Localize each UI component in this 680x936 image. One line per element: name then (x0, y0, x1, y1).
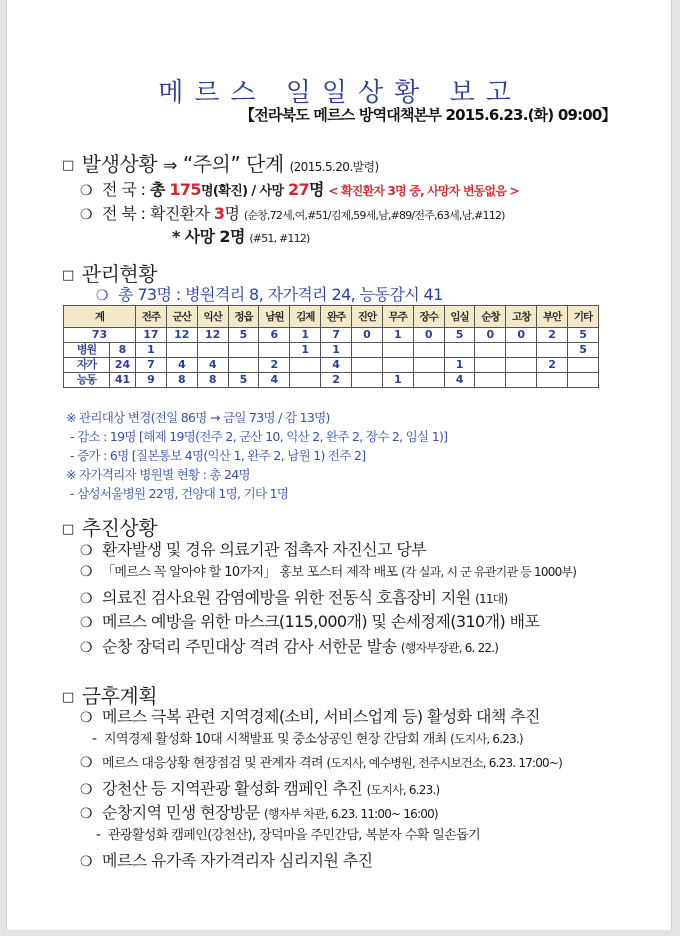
checkbox-square-icon: □ (62, 522, 74, 537)
section-title: 발생상황 (81, 152, 158, 176)
header-region: 고창 (506, 306, 537, 328)
item-note: (도지사, 6.23.) (366, 783, 440, 797)
circle-bullet-icon: ❍ (80, 564, 92, 580)
jeonbuk-text: 확진환자 (149, 204, 210, 223)
national-note: < 확진환자 3명 중, 사망자 변동없음 > (328, 184, 519, 198)
cell-total: 73 (64, 328, 136, 343)
circle-bullet-icon: ❍ (80, 640, 92, 656)
row-total: 41 (110, 373, 136, 388)
table-row-total (64, 328, 599, 343)
item-text: 지역경제 활성화 10대 시책발표 및 중소상공인 현장 간담회 개최 (104, 732, 447, 747)
cell: 1 (321, 343, 352, 358)
header-region: 김제 (290, 306, 321, 328)
cell: 4 (444, 373, 475, 388)
checkbox-square-icon: □ (62, 690, 74, 705)
item-note: (도지사, 6.23.) (450, 732, 523, 746)
national-death-count: 27 (287, 180, 310, 199)
item-text: 메르스 극복 관련 지역경제(소비, 서비스업계 등) 활성화 대책 추진 (102, 707, 540, 726)
cell: 5 (228, 328, 259, 343)
cell: 2 (321, 373, 352, 388)
cell (537, 343, 568, 358)
cell: 12 (166, 328, 197, 343)
dash-bullet-icon: - (92, 731, 97, 747)
circle-bullet-icon: ❍ (80, 782, 92, 798)
cell (352, 373, 383, 388)
cell: 4 (197, 358, 228, 373)
death-line: * 사망 2명 (172, 227, 245, 246)
header-region: 순창 (475, 306, 506, 328)
cell: 1 (136, 343, 167, 358)
cell: 8 (197, 373, 228, 388)
management-table (63, 305, 599, 388)
item-text: 「메르스 꼭 알아야 할 10가지」 홍보 포스터 제작 배포 (102, 565, 398, 580)
circle-bullet-icon: ❍ (80, 755, 92, 771)
cell (506, 373, 537, 388)
cell: 5 (228, 373, 259, 388)
list-item (80, 704, 540, 727)
alert-stage: “주의” 단계 (182, 152, 284, 176)
list-item (80, 561, 576, 580)
cell: 9 (136, 373, 167, 388)
row-label: 자가 (64, 358, 110, 373)
list-item (80, 585, 507, 608)
cell (382, 343, 413, 358)
cell: 1 (444, 358, 475, 373)
jeonbuk-status-line (80, 201, 505, 224)
cell: 0 (413, 328, 444, 343)
list-item (80, 609, 539, 632)
cell (290, 358, 321, 373)
cell (352, 358, 383, 373)
header-region: 남원 (259, 306, 290, 328)
header-region: 정읍 (228, 306, 259, 328)
table-row (64, 358, 599, 373)
header-region: 완주 (321, 306, 352, 328)
cell: 5 (568, 328, 599, 343)
cell: 2 (537, 358, 568, 373)
header-region: 장수 (413, 306, 444, 328)
cell: 7 (136, 358, 167, 373)
header-region: 무주 (382, 306, 413, 328)
cell: 5 (444, 328, 475, 343)
cell (166, 343, 197, 358)
item-text: 메르스 유가족 자가격리자 심리지원 추진 (102, 851, 373, 870)
cell: 4 (321, 358, 352, 373)
circle-bullet-icon: ❍ (80, 806, 92, 822)
list-item (80, 776, 439, 799)
cell: 0 (352, 328, 383, 343)
circle-bullet-icon: ❍ (80, 615, 92, 631)
item-text: 강천산 등 지역관광 활성화 캠페인 추진 (102, 779, 363, 798)
header-region: 부안 (537, 306, 568, 328)
national-status-line (80, 177, 519, 200)
list-item (96, 824, 480, 843)
list-item (80, 537, 426, 560)
stage-note: (2015.5.20.발령) (289, 160, 379, 174)
cell: 0 (475, 328, 506, 343)
management-summary (96, 282, 443, 305)
management-note: - 증가 : 6명 [질본통보 4명(익산 1, 완주 2, 남원 1) 전주 2] (70, 448, 366, 463)
item-note: (11대) (475, 592, 508, 606)
management-note: ※ 자가격리자 병원별 현황 : 총 24명 (66, 467, 250, 482)
cell (382, 358, 413, 373)
cell (475, 358, 506, 373)
list-item (80, 752, 562, 771)
circle-bullet-icon: ❍ (80, 591, 92, 607)
national-label: 전 국 : (102, 180, 146, 199)
item-note: (행자부 차관, 6.23. 11:00~ 16:00) (264, 807, 438, 821)
deaths-suffix: 명 (309, 180, 324, 199)
cell (413, 358, 444, 373)
header-region: 기타 (568, 306, 599, 328)
cell: 1 (290, 343, 321, 358)
cell: 4 (166, 358, 197, 373)
cell: 4 (259, 373, 290, 388)
cell: 7 (321, 328, 352, 343)
item-note: (행자부장관, 6. 22.) (400, 641, 499, 655)
table-header-row (64, 306, 599, 328)
list-item (80, 800, 438, 823)
row-label: 능동 (64, 373, 110, 388)
table-row (64, 343, 599, 358)
cell (444, 343, 475, 358)
circle-bullet-icon: ❍ (80, 183, 92, 199)
cell: 5 (568, 343, 599, 358)
header-region: 익산 (197, 306, 228, 328)
cell (506, 343, 537, 358)
management-note: - 삼성서울병원 22명, 건양대 1명, 기타 1명 (70, 486, 289, 501)
item-note: (도지사, 예수병원, 전주시보건소, 6.23. 17:00~) (326, 756, 563, 770)
count-suffix: 명 (224, 204, 240, 223)
header-region: 군산 (166, 306, 197, 328)
row-total: 24 (110, 358, 136, 373)
document-title: 메르스 일일상황 보고 (158, 78, 522, 108)
cell (228, 358, 259, 373)
management-note: ※ 관리대상 변경(전일 86명 → 금일 73명 / 감 13명) (66, 410, 330, 425)
cell: 2 (537, 328, 568, 343)
section-occurrence-heading (62, 148, 379, 177)
circle-bullet-icon: ❍ (80, 854, 92, 870)
cell: 12 (197, 328, 228, 343)
list-item (80, 848, 373, 871)
item-text: 순창지역 민생 현장방문 (102, 803, 260, 822)
item-text: 관광활성화 캠페인(강천산), 장덕마을 주민간담, 복분자 수확 일손돕기 (108, 828, 481, 843)
header-total: 계 (64, 306, 136, 328)
arrow-icon: ⇒ (163, 156, 177, 176)
header-region: 진안 (352, 306, 383, 328)
list-item (80, 634, 498, 657)
section-title: 금후계획 (81, 684, 158, 708)
item-text: 환자발생 및 경유 의료기관 접촉자 자진신고 당부 (102, 540, 427, 559)
cell: 2 (259, 358, 290, 373)
death-ids: (#51, #112) (249, 232, 310, 245)
circle-bullet-icon: ❍ (80, 710, 92, 726)
circle-bullet-icon: ❍ (80, 543, 92, 559)
summary-text: 총 73명 : 병원격리 8, 자가격리 24, 능동감시 41 (118, 285, 443, 304)
cell (290, 373, 321, 388)
checkbox-square-icon: □ (62, 158, 74, 173)
cell: 17 (136, 328, 167, 343)
document-subtitle: 【전라북도 메르스 방역대책본부 2015.6.23.(화) 09:00】 (240, 106, 616, 124)
cell: 1 (290, 328, 321, 343)
cell (475, 343, 506, 358)
cell (413, 343, 444, 358)
table-row (64, 373, 599, 388)
confirmed-suffix: 명(확진) / 사망 (200, 184, 284, 199)
cell (506, 358, 537, 373)
cell (228, 343, 259, 358)
row-total: 8 (110, 343, 136, 358)
cell: 1 (382, 373, 413, 388)
checkbox-square-icon: □ (62, 268, 74, 283)
cell: 0 (506, 328, 537, 343)
management-note: - 감소 : 19명 [해제 19명(전주 2, 군산 10, 익산 2, 완주 2, 장수 2, 임실 1)] (70, 429, 448, 444)
item-note: (각 실과, 시 군 유관기관 등 1000부) (401, 565, 577, 579)
item-text: 메르스 예방을 위한 마스크(115,000개) 및 손세정제(310개) 배포 (102, 612, 540, 631)
cell (413, 373, 444, 388)
cell (568, 373, 599, 388)
section-title: 관리현황 (81, 262, 158, 286)
list-item (92, 728, 523, 747)
cell (352, 343, 383, 358)
jeonbuk-death-line (172, 224, 310, 247)
cell: 8 (166, 373, 197, 388)
total-prefix: 총 (149, 180, 165, 199)
item-text: 메르스 대응상황 현장점검 및 관계자 격려 (102, 756, 323, 771)
section-title: 추진상황 (81, 516, 158, 540)
dash-bullet-icon: - (96, 827, 101, 843)
row-label: 병원 (64, 343, 110, 358)
jeonbuk-detail: (순창,72세,여,#51/김제,59세,남,#89/전주,63세,남,#112) (243, 209, 505, 222)
circle-bullet-icon: ❍ (80, 207, 92, 223)
cell (568, 358, 599, 373)
cell: 1 (382, 328, 413, 343)
jeonbuk-confirmed-count: 3 (213, 204, 225, 223)
cell (259, 343, 290, 358)
circle-bullet-icon: ❍ (96, 288, 108, 304)
item-text: 순창 장덕리 주민대상 격려 감사 서한문 발송 (102, 637, 397, 656)
cell: 6 (259, 328, 290, 343)
cell (197, 343, 228, 358)
national-confirmed-count: 175 (169, 180, 201, 199)
item-text: 의료진 검사요원 감염예방을 위한 전동식 호흡장비 지원 (102, 588, 471, 607)
header-region: 임실 (444, 306, 475, 328)
jeonbuk-label: 전 북 : (102, 204, 146, 223)
header-region: 전주 (136, 306, 167, 328)
cell (537, 373, 568, 388)
cell (475, 373, 506, 388)
